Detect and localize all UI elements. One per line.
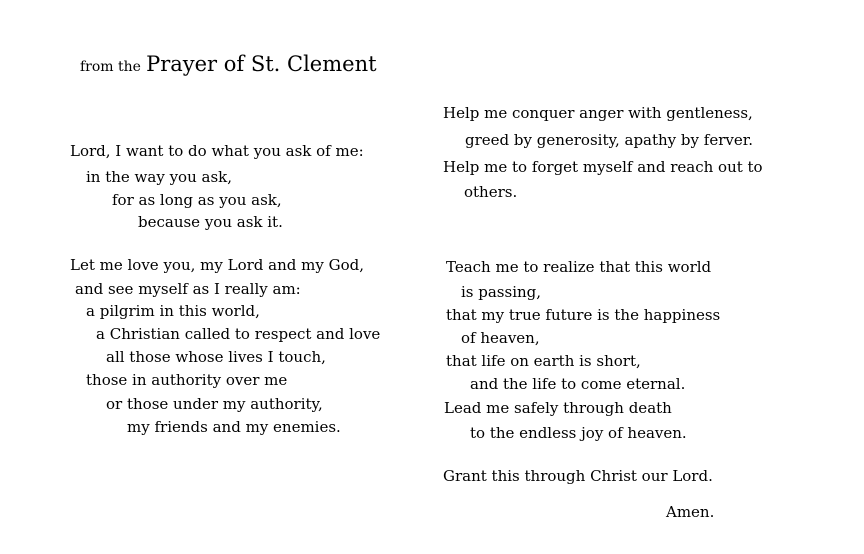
closing-line: Grant this through Christ our Lord. — [443, 467, 713, 485]
title-prefix: from the — [80, 59, 141, 75]
left-s2-line-6: those in authority over me — [86, 371, 288, 389]
left-s2-line-8: my friends and my enemies. — [127, 418, 341, 436]
left-s2-line-7: or those under my authority, — [106, 395, 323, 413]
left-s1-line-4: because you ask it. — [138, 213, 283, 231]
title-main: Prayer of St. Clement — [146, 52, 377, 76]
left-s1-line-3: for as long as you ask, — [112, 191, 282, 209]
right-s1-line-4: others. — [464, 183, 518, 201]
right-s2-line-1: Teach me to realize that this world — [446, 258, 712, 276]
right-s2-line-3: that my true future is the happiness — [446, 306, 721, 324]
right-s2-line-7: Lead me safely through death — [444, 399, 672, 417]
left-s2-line-2: and see myself as I really am: — [75, 280, 301, 298]
left-s2-line-5: all those whose lives I touch, — [106, 348, 326, 366]
left-s1-line-1: Lord, I want to do what you ask of me: — [70, 142, 364, 160]
left-s2-line-4: a Christian called to respect and love — [96, 325, 381, 343]
right-s1-line-3: Help me to forget myself and reach out to — [443, 158, 763, 176]
left-s2-line-3: a pilgrim in this world, — [86, 302, 260, 320]
prayer-title — [80, 52, 377, 76]
left-s2-line-1: Let me love you, my Lord and my God, — [70, 256, 364, 274]
amen-line: Amen. — [666, 503, 715, 521]
right-s2-line-4: of heaven, — [461, 329, 540, 347]
right-s2-line-2: is passing, — [461, 283, 542, 301]
right-s1-line-2: greed by generosity, apathy by ferver. — [465, 131, 754, 149]
left-s1-line-2: in the way you ask, — [86, 168, 233, 186]
right-s2-line-8: to the endless joy of heaven. — [470, 424, 687, 442]
right-s2-line-5: that life on earth is short, — [446, 352, 641, 370]
right-s2-line-6: and the life to come eternal. — [470, 375, 686, 393]
right-s1-line-1: Help me conquer anger with gentleness, — [443, 104, 753, 122]
